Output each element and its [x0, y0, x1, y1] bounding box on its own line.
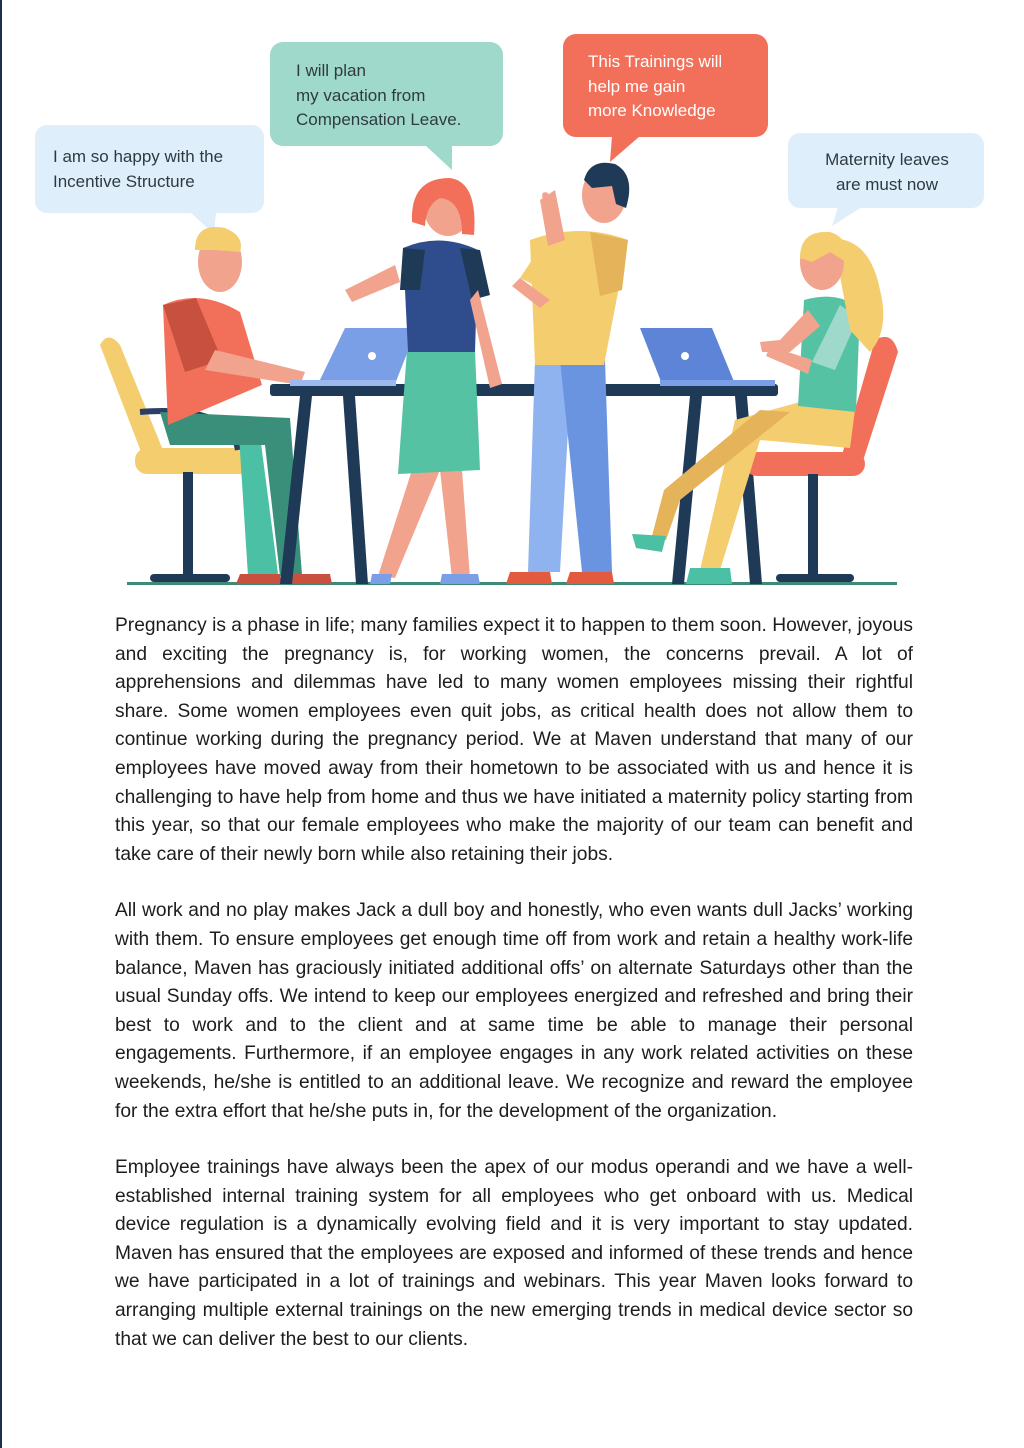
paragraph-employee-trainings: Employee trainings have always been the apex of our modus operandi and we have a well-established internal training system for all employees who get onboard with us. Medical device regulation is a dynamically evolving field and it is very important to stay updated. Maven has ensured that the employees are exposed and informed of these trends and hence we have participated in a lot of trainings and webinars. This year Maven looks forward to arranging multiple external trainings on the new emerging trends in medical device sector so that we can deliver the best to our clients.: [115, 1157, 913, 1350]
desk: [270, 384, 778, 584]
paragraph-maternity-policy: Pregnancy is a phase in life; many families expect it to happen to them soon. However, joyous and exciting the pregnancy is, for working women, the concerns prevail. A lot of apprehensions and dilemmas have led to many women employees missing their rightful share. Some women employees even quit jobs, as critical health does not allow them to continue working during the pregnancy period. We at Maven understand that many of our employees have moved away from their hometown to be associated with us and hence it is challenging to have help from home and thus we have initiated a maternity policy starting from this year, so that our female employees who make the majority of our team can benefit and take care of their newly born while also retaining their jobs.: [115, 615, 913, 865]
bubble-maternity-line1: Maternity leaves: [825, 150, 949, 169]
bubble-incentive: [35, 125, 264, 234]
bubble-vacation: [270, 42, 503, 170]
laptop-right: [640, 328, 775, 386]
paragraph-work-life-balance: All work and no play makes Jack a dull boy and honestly, who even wants dull Jacks’ working with them. To ensure employees get enough time off from work and retain a healthy work-life balance, Maven has graciously initiated additional offs’ on alternate Saturdays other than the usual Sunday offs. We intend to keep our employees energized and refreshed and bring their best to work and to the client and at same time be able to manage their personal engagements. Furthermore, if an employee engages in any work related activities on these weekends, he/she is entitled to an additional leave. We recognize and reward the employee for the extra effort that he/she puts in, for the development of the organization.: [115, 900, 913, 1122]
bubble-incentive-line1: I am so happy with the: [53, 147, 224, 166]
bubble-trainings-line3: more Knowledge: [588, 101, 716, 120]
bubble-vacation-line3: Compensation Leave.: [296, 110, 462, 129]
bubble-maternity: [788, 133, 984, 226]
bubble-trainings-line2: help me gain: [588, 77, 686, 96]
bubble-trainings-line1: This Trainings will: [588, 52, 723, 71]
office-team-illustration: [0, 0, 1024, 600]
bubble-maternity-line2: are must now: [835, 175, 939, 194]
article-body: [115, 612, 913, 1382]
bubble-incentive-line2: Incentive Structure: [53, 172, 195, 191]
man-center: [506, 163, 629, 584]
bubble-vacation-line2: my vacation from: [296, 86, 426, 105]
bubble-vacation-line1: I will plan: [296, 61, 366, 80]
bubble-trainings: [563, 34, 768, 162]
laptop-left: [290, 328, 417, 386]
